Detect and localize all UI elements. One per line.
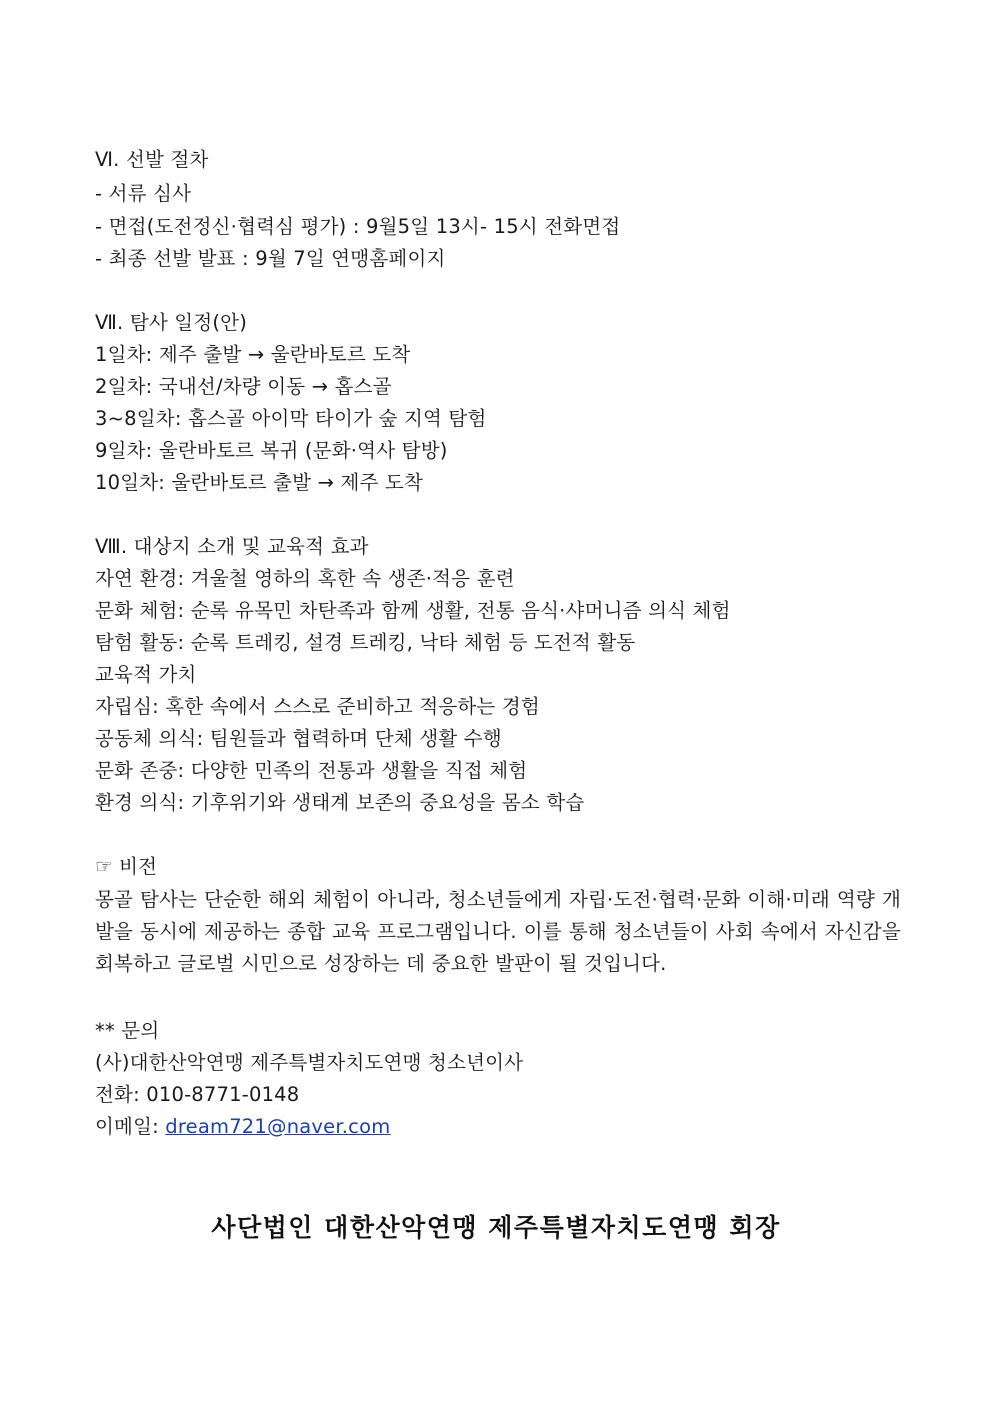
section-8-item: 문화 존중: 다양한 민족의 전통과 생활을 직접 체험 xyxy=(95,759,528,782)
section-7-item: 9일차: 울란바토르 복귀 (문화·역사 탐방) xyxy=(95,439,448,462)
section-6-item: - 최종 선발 발표 : 9월 7일 연맹홈페이지 xyxy=(95,247,446,270)
section-8-item: 공동체 의식: 팀원들과 협력하며 단체 생활 수행 xyxy=(95,727,502,750)
section-6-item: - 면접(도전정신·협력심 평가) : 9월5일 13시- 15시 전화면접 xyxy=(95,215,621,238)
section-6-item: - 서류 심사 xyxy=(95,182,192,205)
contact-phone-line xyxy=(95,1081,299,1109)
email-label: 이메일: xyxy=(95,1115,166,1138)
section-8-title: Ⅷ. 대상지 소개 및 교육적 효과 xyxy=(95,535,369,558)
vision-paragraph: 몽골 탐사는 단순한 해외 체험이 아니라, 청소년들에게 자립·도전·협력·문화 이해·미래 역량 개발을 동시에 제공하는 종합 교육 프로그램입니다. 이를 통해 청소년들이 사회 속에서 자신감을 회복하고 글로벌 시민으로 성장하는 데 중요한 발판이 될 것입니다. xyxy=(95,888,901,975)
section-8-item: 환경 의식: 기후위기와 생태계 보존의 중요성을 몸소 학습 xyxy=(95,791,585,814)
contact-title: ** 문의 xyxy=(95,1019,160,1042)
section-8-item: 자연 환경: 겨울철 영하의 혹한 속 생존·적응 훈련 xyxy=(95,567,515,590)
section-7-item: 3~8일차: 홉스골 아이막 타이가 숲 지역 탐험 xyxy=(95,407,487,430)
section-8-item: 교육적 가치 xyxy=(95,663,197,686)
section-8-item: 문화 체험: 순록 유목민 차탄족과 함께 생활, 전통 음식·샤머니즘 의식 체험 xyxy=(95,599,731,622)
phone-label: 전화: xyxy=(95,1083,147,1106)
section-8-item: 탐험 활동: 순록 트레킹, 설경 트레킹, 낙타 체험 등 도전적 활동 xyxy=(95,631,636,654)
section-8-item: 자립심: 혹한 속에서 스스로 준비하고 적응하는 경험 xyxy=(95,695,540,718)
contact-org: (사)대한산악연맹 제주특별자치도연맹 청소년이사 xyxy=(95,1051,524,1074)
section-7-item: 2일차: 국내선/차량 이동 → 홉스골 xyxy=(95,375,392,398)
section-6-title: Ⅵ. 선발 절차 xyxy=(95,148,209,171)
phone-number: 010-8771-0148 xyxy=(146,1083,300,1106)
vision-title: ☞ 비전 xyxy=(95,855,158,878)
email-link[interactable]: dream721@naver.com xyxy=(165,1115,391,1138)
contact-email-line xyxy=(95,1113,390,1141)
section-7-title: Ⅶ. 탐사 일정(안) xyxy=(95,311,248,334)
section-7-item: 1일차: 제주 출발 → 울란바토르 도착 xyxy=(95,343,411,366)
issuer-signature: 사단법인 대한산악연맹 제주특별자치도연맹 회장 xyxy=(211,1213,781,1242)
section-7-item: 10일차: 울란바토르 출발 → 제주 도착 xyxy=(95,471,423,494)
